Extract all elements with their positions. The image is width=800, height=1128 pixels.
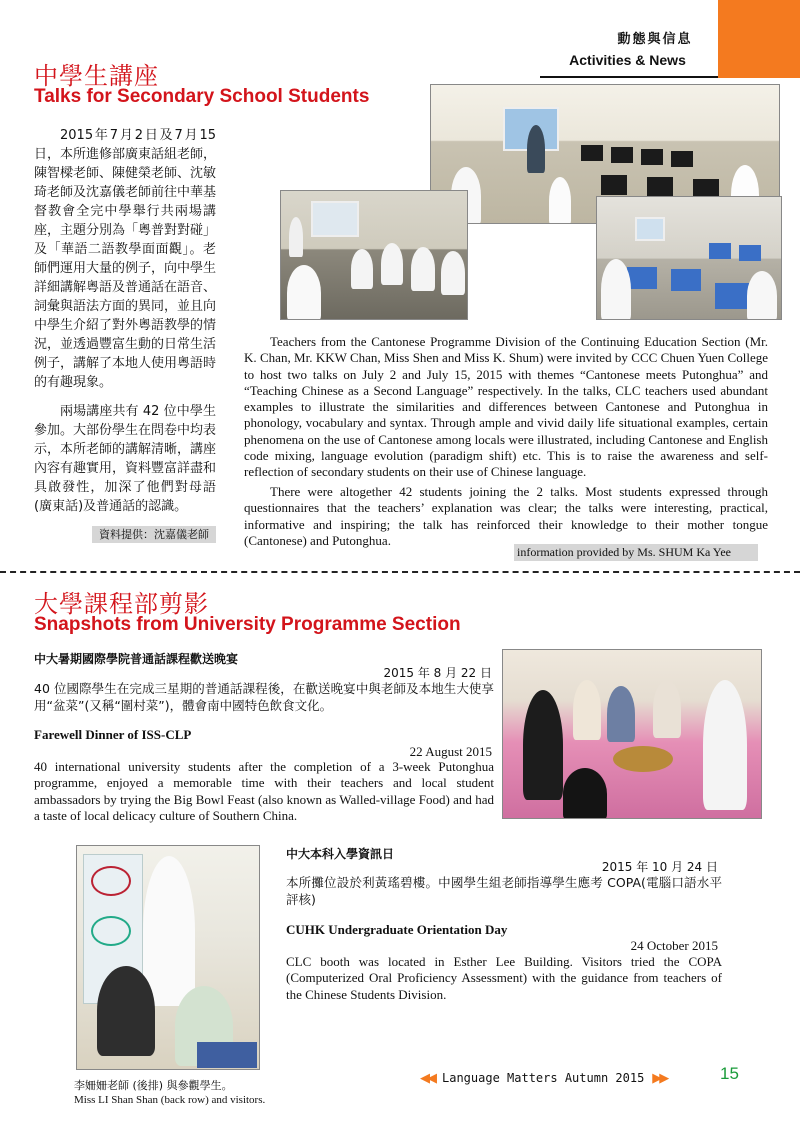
dinner-title-en: Farewell Dinner of ISS-CLP <box>34 727 192 742</box>
orientation-date-zh: 2015 年 10 月 24 日 <box>601 860 718 874</box>
orientation-text-zh: 本所攤位設於利黃瑤碧樓。中國學生組老師指導學生應考 COPA(電腦口語水平評核) <box>286 875 722 907</box>
dinner-text-zh: 40 位國際學生在完成三星期的普通話課程後，在歡送晚宴中與老師及本地生大使享用“盆菜”(又稱“圍村菜”)，體會南中國特色飲食文化。 <box>34 681 494 713</box>
section-divider <box>0 571 800 573</box>
footer <box>420 1068 750 1088</box>
page-number: 15 <box>720 1064 739 1083</box>
booth-caption-en: Miss LI Shan Shan (back row) and visitors. <box>74 1094 266 1106</box>
publication-name: Language Matters Autumn 2015 <box>442 1071 645 1085</box>
orientation-date-en: 24 October 2015 <box>630 938 718 953</box>
header-accent-block <box>718 0 800 78</box>
header-category-en: Activities & News <box>569 52 686 68</box>
orientation-text-en: CLC booth was located in Esther Lee Building. Visitors tried the COPA (Computerized Oral Proficiency Assessment) with the guidance from teachers of the Chinese Students Division. <box>286 954 722 1002</box>
double-right-arrow-icon: ▶▶ <box>652 1070 667 1086</box>
farewell-dinner-photo <box>502 649 762 819</box>
dinner-title-zh: 中大暑期國際學院普通話課程歡送晚宴 <box>34 652 239 666</box>
section1-credit-zh: 資料提供：沈嘉儀老師 <box>92 526 216 543</box>
header-rule <box>540 76 718 78</box>
section1-title-zh: 中學生講座 <box>34 62 159 90</box>
section1-credit-en: information provided by Ms. SHUM Ka Yee <box>514 544 758 561</box>
dinner-date-zh: 2015 年 8 月 22 日 <box>383 666 492 680</box>
orientation-booth-photo <box>76 845 260 1070</box>
section1-en-paragraph-1: Teachers from the Cantonese Programme Division of the Continuing Education Section (Mr. K. Chan, Mr. KKW Chan, Miss Shen and Miss K. Shum) were invited by CCC Chuen Yuen College to host two talks on July 2 and July 15, 2015 with themes “Cantonese meets Putonghua” and “Teaching Chinese as a Second Language” respectively. In the talks, CLC teachers used abundant examples to illustrate the similarities and differences between Cantonese and Putonghua in phonology, vocabulary and syntax. Through ample and vivid daily life situational examples, certain phenomena on the use of Cantonese among locals were illustrated, including Cantonese and English code mixing, language evolution (paradigm shift) etc. This is to raise the awareness and self-reflection of secondary students on their use of Chinese language. <box>244 334 768 480</box>
header-category-zh: 動態與信息 <box>617 32 693 47</box>
section1-en-paragraph-2: There were altogether 42 students joining the 2 talks. Most students expressed through questionnaires that the teachers’ explanation was clear; the talks were interesting, practical, informative and inspiring; the talk has reinforced their knowledge to their mother tongue (Cantonese) and Putonghua. <box>244 484 768 548</box>
double-left-arrow-icon: ◀◀ <box>420 1070 434 1086</box>
classroom-photo-2 <box>280 190 468 320</box>
orientation-title-zh: 中大本科入學資訊日 <box>286 847 395 861</box>
section1-title-en: Talks for Secondary School Students <box>34 86 370 107</box>
dinner-text-en: 40 international university students after the completion of a 3-week Putonghua programme, enjoyed a memorable time with their teachers and local student ambassadors by trying the Big Bowl Feast (also known as Walled-village Food) and had a taste of local delicacy culture of Southern China. <box>34 759 494 823</box>
orientation-title-en: CUHK Undergraduate Orientation Day <box>286 922 508 937</box>
section1-zh-paragraph-2: 兩場講座共有 42 位中學生參加。大部份學生在問卷中均表示，本所老師的講解清晰，講座內容有趣實用，資料豐富詳盡和具啟發性，加深了他們對母語(廣東話)及普通話的認識。 <box>34 404 217 514</box>
dinner-date-en: 22 August 2015 <box>409 744 492 759</box>
booth-caption-zh: 李姍姍老師 (後排) 與參觀學生。 <box>74 1079 233 1092</box>
classroom-photo-3 <box>596 196 782 320</box>
section2-title-zh: 大學課程部剪影 <box>34 590 209 618</box>
section2-title-en: Snapshots from University Programme Section <box>34 614 461 635</box>
section1-zh-paragraph-1: 2015年7月2日及7月15日，本所進修部廣東話組老師，陳智樑老師、陳健榮老師、沈敏琦老師及沈嘉儀老師前往中華基督教會全完中學舉行共兩場講座，主題分別為「粵普對對碰」及「華語二語教學面面觀」。老師們運用大量的例子，向中學生詳細講解粵語及普通話在語音、詞彙與語法方面的異同，並且向中學生介紹了對外粵語教學的情況，並透過豐富生動的日常生活例子，講解了本地人使用粵語時的有趣現象。 <box>34 128 217 390</box>
